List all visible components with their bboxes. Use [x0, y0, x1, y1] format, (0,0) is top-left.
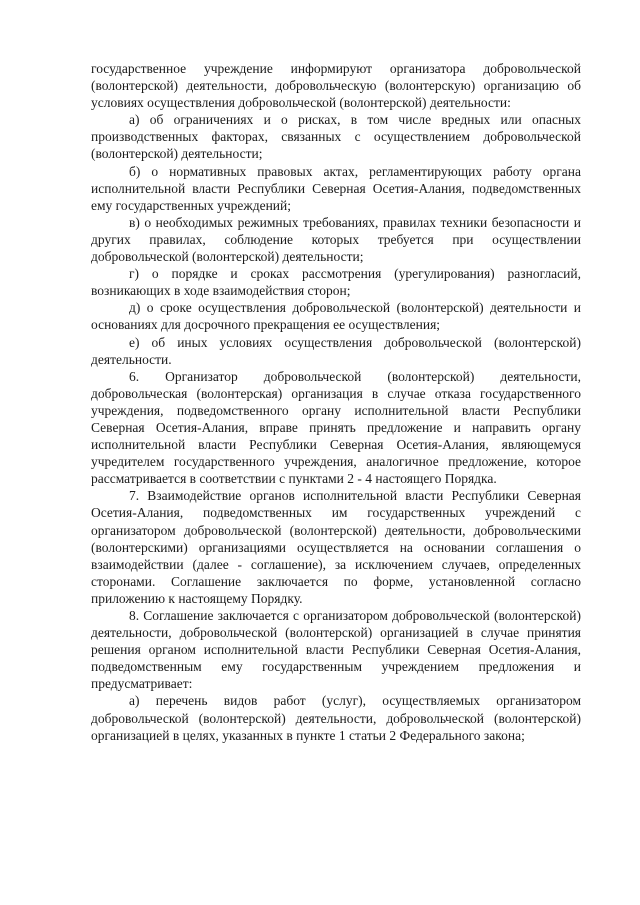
paragraph-item-g: г) о порядке и сроках рассмотрения (урегулирования) разногласий, возникающих в ходе взаимодействия сторон; — [91, 266, 581, 299]
paragraph-section-7: 7. Взаимодействие органов исполнительной власти Республики Северная Осетия-Алания, подведомственных им государственных учреждений с организатором добровольческой (волонтерской) деятельности, добровольческими (волонтерскими) организациями осуществляется на основании соглашения о взаимодействии (далее - соглашение), за исключением случаев, определенных сторонами. Соглашение заключается по форме, установленной согласно приложению к настоящему Порядку. — [91, 488, 581, 606]
document-page — [91, 60, 581, 744]
paragraph-item-a: а) об ограничениях и о рисках, в том числе вредных или опасных производственных факторах, связанных с осуществлением добровольческой (волонтерской) деятельности; — [91, 112, 581, 162]
paragraph-section-6: 6. Организатор добровольческой (волонтерской) деятельности, добровольческая (волонтерская) организация в случае отказа государственного учреждения, подведомственного органу исполнительной власти Республики Северная Осетия-Алания, вправе принять предложение и направить органу исполнительной власти Республики Северная Осетия-Алания, являющемуся учредителем государственного учреждения, аналогичное предложение, которое рассматривается в соответствии с пунктами 2 - 4 настоящего Порядка. — [91, 368, 581, 487]
paragraph-item-d: д) о сроке осуществления добровольческой (волонтерской) деятельности и основаниях для досрочного прекращения ее осуществления; — [91, 300, 581, 333]
paragraph-item-v: в) о необходимых режимных требованиях, правилах техники безопасности и других правилах, соблюдение которых требуется при осуществлении добровольческой (волонтерской) деятельности; — [91, 214, 581, 265]
paragraph-section-8-item-a: а) перечень видов работ (услуг), осуществляемых организатором добровольческой (волонтерской) деятельности, добровольческой (волонтерской) организацией в целях, указанных в пункте 1 статьи 2 Федерального закона; — [91, 693, 581, 743]
paragraph-section-8: 8. Соглашение заключается с организатором добровольческой (волонтерской) деятельности, добровольческой (волонтерской) организацией в случае принятия решения органом исполнительной власти Республики Северная Осетия-Алания, подведомственным ему государственным учреждением предложения и предусматривает: — [91, 608, 581, 692]
paragraph-item-b: б) о нормативных правовых актах, регламентирующих работу органа исполнительной власти Республики Северная Осетия-Алания, подведомственных ему государственных учреждений; — [91, 163, 581, 213]
paragraph-intro: государственное учреждение информируют организатора добровольческой (волонтерской) деятельности, добровольческую (волонтерскую) организацию об условиях осуществления добровольческой (волонтерской) деятельности: — [91, 61, 581, 111]
paragraph-item-e: е) об иных условиях осуществления добровольческой (волонтерской) деятельности. — [91, 334, 581, 367]
